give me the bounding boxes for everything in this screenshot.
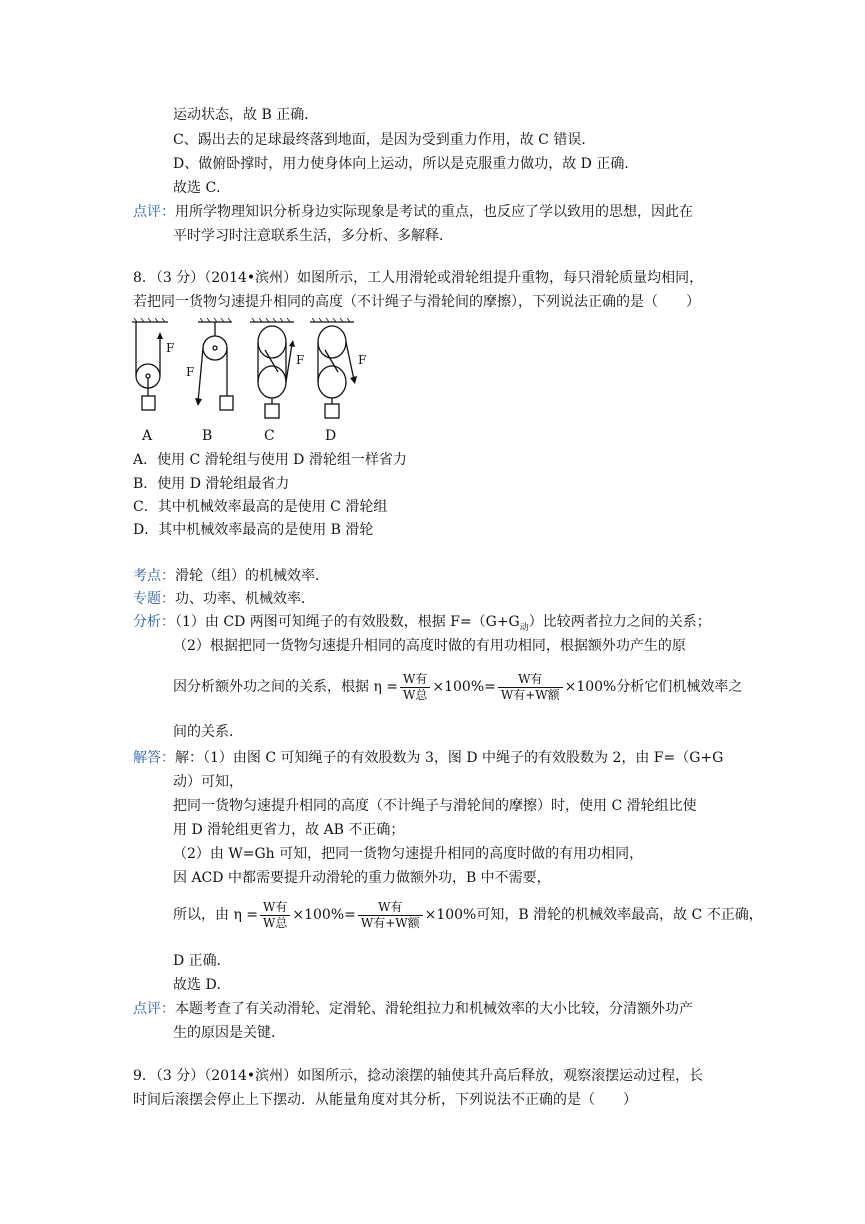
figure-label-b: B (202, 428, 213, 444)
frac-den: W有+W额 (360, 915, 420, 930)
prev-comment (133, 202, 693, 222)
fenxi-text-1c: ）比较两者拉力之间的关系； (528, 614, 711, 630)
pulley-figure (128, 318, 388, 444)
fenxi-row (133, 612, 711, 634)
fenxi-sub: 动 (519, 623, 529, 633)
force-label-c: F (296, 353, 305, 367)
jieda-line-6: 因 ACD 中都需要提升动滑轮的重力做额外功，B 中不需要， (173, 870, 551, 886)
frac-num: W有 (358, 900, 423, 916)
dianping-label: 点评： (133, 1001, 175, 1017)
force-label-d: F (358, 353, 367, 367)
figure-label-d: D (325, 428, 337, 444)
option-a: A．使用 C 滑轮组与使用 D 滑轮组一样省力 (133, 452, 407, 468)
force-label-b: F (186, 365, 195, 379)
jieda-text-1: 解：（1）由图 C 可知绳子的有效股数为 3，图 D 中绳子的有效股数为 2，由 F=（G+G (175, 750, 724, 766)
zhuanti-row (133, 589, 315, 609)
prev-line-3: D、做俯卧撑时，用力使身体向上运动，所以是克服重力做功，故 D 正确． (173, 156, 639, 172)
kaodian-text: 滑轮（组）的机械效率． (175, 568, 329, 584)
kaodian-label: 考点： (133, 568, 175, 584)
frac-den: W总 (403, 687, 428, 702)
prev-line-2: C、踢出去的足球最终落到地面，是因为受到重力作用，故 C 错误． (173, 132, 596, 148)
dianping-row (133, 999, 693, 1019)
jieda-label: 解答： (133, 750, 175, 766)
jieda-line-4: 用 D 滑轮组更省力，故 AB 不正确； (173, 822, 405, 838)
fenxi-text-1a: （1）由 CD 两图可知绳子的有效股数，根据 F= (175, 614, 472, 630)
frac-num: W有 (400, 672, 430, 688)
prev-comment-2: 平时学习时注意联系生活，多分析、多解释． (173, 228, 453, 244)
zhuanti-text: 功、功率、机械效率． (175, 591, 315, 607)
fenxi-text-3b: ×100%= (432, 679, 496, 695)
fenxi-text-3a: 因分析额外功之间的关系，根据 η = (173, 679, 399, 695)
efficiency-fraction-3 (260, 900, 290, 931)
jieda-line-3: 把同一货物匀速提升相同的高度（不计绳子与滑轮间的摩擦）时，使用 C 滑轮组比使 (173, 798, 697, 814)
kaodian-row (133, 566, 329, 586)
jieda-line-8: D 正确． (173, 953, 231, 969)
fenxi-line-4: 间的关系． (173, 724, 243, 740)
figure-label-a: A (142, 428, 153, 444)
jieda-text-7b: ×100%= (292, 907, 356, 923)
efficiency-fraction-2 (498, 672, 563, 703)
comment-label: 点评： (133, 204, 175, 220)
option-c: C．其中机械效率最高的是使用 C 滑轮组 (133, 499, 388, 515)
fenxi-formula-line (173, 664, 742, 710)
jieda-line-5: （2）由 W=Gh 可知，把同一货物匀速提升相同的高度时做的有用功相同， (173, 846, 644, 862)
fenxi-label: 分析： (133, 614, 175, 630)
zhuanti-label: 专题： (133, 591, 175, 607)
option-b: B．使用 D 滑轮组最省力 (133, 476, 290, 492)
figure-label-c: C (264, 428, 275, 444)
jieda-line-9: 故选 D． (173, 977, 231, 993)
fenxi-text-1b: （G+G (471, 614, 520, 630)
jieda-line-2: 动）可知， (173, 774, 243, 790)
frac-num: W有 (498, 672, 563, 688)
jieda-formula-line (173, 892, 763, 938)
efficiency-fraction-1 (400, 672, 430, 703)
jieda-text-7c: ×100%可知，B 滑轮的机械效率最高，故 C 不正确， (424, 907, 763, 923)
frac-num: W有 (260, 900, 290, 916)
q8-stem-1: 8．（3 分）（2014•滨州）如图所示，工人用滑轮或滑轮组提升重物，每只滑轮质量均相同， (133, 270, 704, 286)
efficiency-fraction-4 (358, 900, 423, 931)
fenxi-line-2: （2）根据把同一货物匀速提升相同的高度时做的有用功相同，根据额外功产生的原 (173, 638, 686, 654)
q8-stem-2: 若把同一货物匀速提升相同的高度（不计绳子与滑轮间的摩擦），下列说法正确的是（ ） (133, 294, 700, 310)
option-d: D．其中机械效率最高的是使用 B 滑轮 (133, 522, 374, 538)
frac-den: W有+W额 (500, 687, 560, 702)
q9-stem-1: 9．（3 分）（2014•滨州）如图所示，捻动滚摆的轴使其升高后释放，观察滚摆运动过程，长 (133, 1068, 704, 1084)
prev-line-4: 故选 C． (173, 180, 231, 196)
jieda-text-7a: 所以，由 η = (173, 907, 259, 923)
q9-stem-2: 时间后滚摆会停止上下摆动．从能量角度对其分析，下列说法不正确的是（ ） (133, 1092, 637, 1108)
dianping-line-2: 生的原因是关键． (173, 1025, 285, 1041)
jieda-row (133, 748, 723, 768)
dianping-text-1: 本题考查了有关动滑轮、定滑轮、滑轮组拉力和机械效率的大小比较，分清额外功产 (175, 1001, 693, 1017)
fenxi-text-3c: ×100%分析它们机械效率之 (564, 679, 743, 695)
force-label-a: F (166, 341, 175, 355)
prev-line-1: 运动状态，故 B 正确． (173, 107, 319, 123)
frac-den: W总 (263, 915, 288, 930)
comment-text-1: 用所学物理知识分析身边实际现象是考试的重点，也反应了学以致用的思想，因此在 (175, 204, 693, 220)
